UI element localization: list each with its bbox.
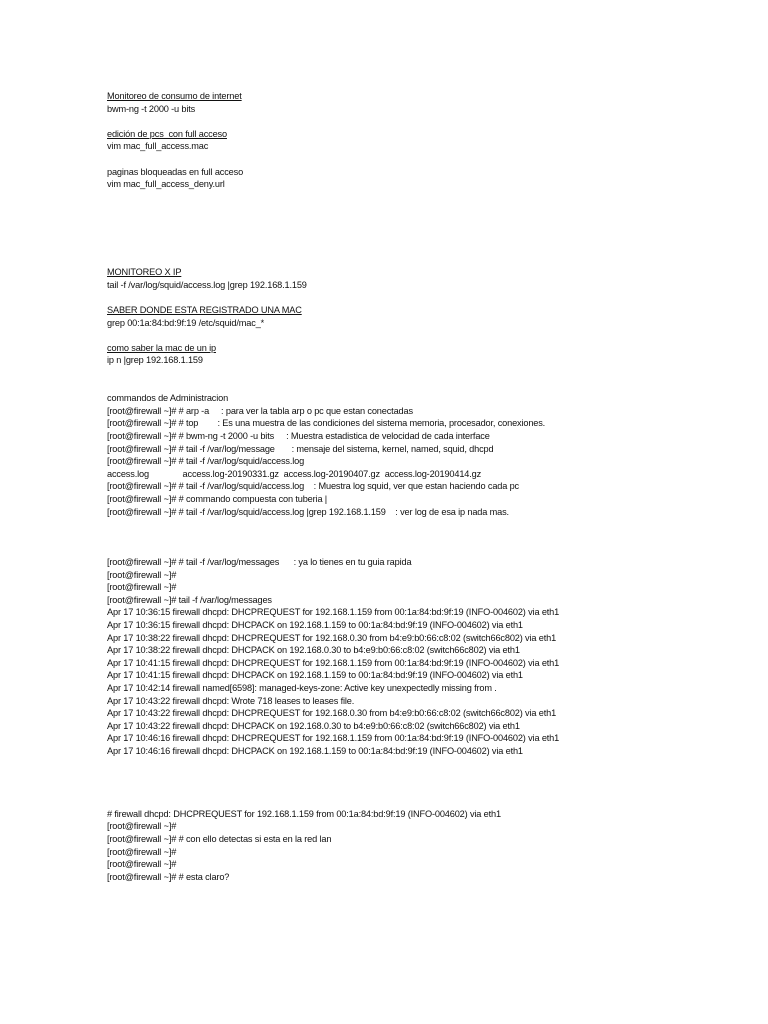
log-line: Apr 17 10:36:15 firewall dhcpd: DHCPACK on 192.168.1.159 to 00:1a:84:bd:9f:19 (INFO-004602) via eth1 [107, 619, 523, 630]
section-heading-internet-monitoring: Monitoreo de consumo de internet [107, 91, 242, 101]
log-line: Apr 17 10:46:16 firewall dhcpd: DHCPREQUEST for 192.168.1.159 from 00:1a:84:bd:9f:19 (INFO-004602) via eth1 [107, 733, 560, 744]
command-line: ip n |grep 192.168.1.159 [107, 355, 203, 366]
command-line: bwm-ng -t 2000 -u bits [107, 103, 196, 114]
closing-line: # firewall dhcpd: DHCPREQUEST for 192.168.1.159 from 00:1a:84:bd:9f:19 (INFO-004602) via eth1 [107, 808, 501, 819]
section-heading-ip-monitoring: MONITOREO X IP [107, 267, 182, 278]
log-line: Apr 17 10:43:22 firewall dhcpd: Wrote 718 leases to leases file. [107, 695, 355, 706]
log-line: [root@firewall ~]# tail -f /var/log/messages [107, 594, 272, 605]
log-line: [root@firewall ~]# # tail -f /var/log/messages : ya lo tienes en tu guia rapida [107, 557, 412, 567]
admin-title: commandos de Administracion [107, 393, 229, 404]
section-heading-mac-of-ip: como saber la mac de un ip [107, 342, 216, 353]
admin-line: [root@firewall ~]# # tail -f /var/log/squid/access.log |grep 192.168.1.159 : ver log de esa ip nada mas. [107, 506, 509, 517]
log-line: Apr 17 10:46:16 firewall dhcpd: DHCPACK on 192.168.1.159 to 00:1a:84:bd:9f:19 (INFO-004602) via eth1 [107, 745, 523, 756]
log-line: Apr 17 10:38:22 firewall dhcpd: DHCPREQUEST for 192.168.0.30 from b4:e9:b0:66:c8:02 (switch66c802) via eth1 [107, 632, 557, 643]
text-line: paginas bloqueadas en full acceso [107, 166, 244, 177]
closing-line: [root@firewall ~]# [107, 859, 177, 870]
closing-line: [root@firewall ~]# # con ello detectas si esta en la red lan [107, 834, 332, 845]
admin-line: [root@firewall ~]# # tail -f /var/log/message : mensaje del sistema, kernel, named, squid, dhcpd [107, 443, 494, 454]
closing-line: [root@firewall ~]# # esta claro? [107, 871, 230, 882]
admin-line: [root@firewall ~]# # bwm-ng -t 2000 -u bits : Muestra estadistica de velocidad de cada interface [107, 431, 490, 442]
log-line: Apr 17 10:41:15 firewall dhcpd: DHCPACK on 192.168.1.159 to 00:1a:84:bd:9f:19 (INFO-004602) via eth1 [107, 670, 523, 681]
closing-line: [root@firewall ~]# [107, 821, 177, 832]
command-line: vim mac_full_access.mac [107, 141, 209, 152]
admin-line: [root@firewall ~]# # tail -f /var/log/squid/access.log [107, 456, 305, 467]
log-line: [root@firewall ~]# [107, 582, 177, 593]
admin-line: access.log access.log-20190331.gz access.log-20190407.gz access.log-20190414.gz [107, 468, 482, 479]
admin-line: [root@firewall ~]# # commando compuesta con tuberia | [107, 494, 328, 505]
log-line: Apr 17 10:43:22 firewall dhcpd: DHCPACK on 192.168.0.30 to b4:e9:b0:66:c8:02 (switch66c802) via eth1 [107, 720, 520, 731]
log-line: Apr 17 10:43:22 firewall dhcpd: DHCPREQUEST for 192.168.0.30 from b4:e9:b0:66:c8:02 (switch66c802) via eth1 [107, 708, 557, 719]
admin-line: [root@firewall ~]# # top : Es una muestra de las condiciones del sistema memoria, procesador, conexiones. [107, 418, 546, 429]
document-page [107, 90, 747, 883]
command-line: vim mac_full_access_deny.url [107, 179, 225, 190]
admin-line: [root@firewall ~]# # arp -a : para ver la tabla arp o pc que estan conectadas [107, 405, 413, 416]
log-line: Apr 17 10:38:22 firewall dhcpd: DHCPACK on 192.168.0.30 to b4:e9:b0:66:c8:02 (switch66c802) via eth1 [107, 645, 520, 656]
log-line: Apr 17 10:42:14 firewall named[6598]: managed-keys-zone: Active key unexpectedly missing from . [107, 682, 497, 693]
admin-line: [root@firewall ~]# # tail -f /var/log/squid/access.log : Muestra log squid, ver que estan haciendo cada pc [107, 481, 519, 492]
section-heading-full-access-edit: edición de pcs con full acceso [107, 128, 227, 139]
log-line: Apr 17 10:41:15 firewall dhcpd: DHCPREQUEST for 192.168.1.159 from 00:1a:84:bd:9f:19 (INFO-004602) via eth1 [107, 657, 560, 668]
closing-line: [root@firewall ~]# [107, 846, 177, 857]
command-line: tail -f /var/log/squid/access.log |grep 192.168.1.159 [107, 279, 307, 290]
command-line: grep 00:1a:84:bd:9f:19 /etc/squid/mac_* [107, 317, 265, 328]
section-heading-mac-registry: SABER DONDE ESTA REGISTRADO UNA MAC [107, 305, 302, 316]
log-line: Apr 17 10:36:15 firewall dhcpd: DHCPREQUEST for 192.168.1.159 from 00:1a:84:bd:9f:19 (INFO-004602) via eth1 [107, 607, 560, 618]
log-line: [root@firewall ~]# [107, 569, 177, 580]
